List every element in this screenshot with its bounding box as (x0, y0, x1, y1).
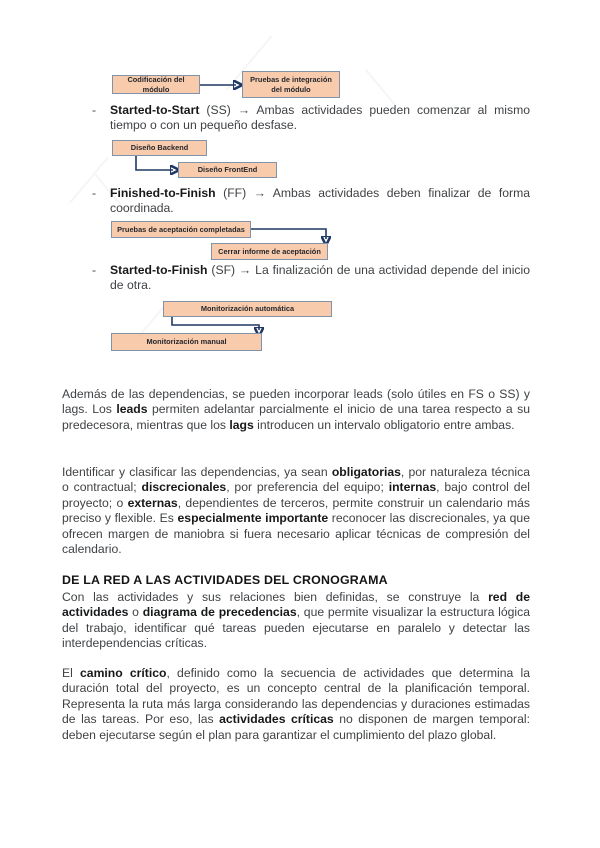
bullet-marker: - (92, 103, 97, 117)
diagram-box-monitorizacion-manual: Monitorización manual (111, 333, 262, 351)
connector-elbow-arrow (251, 222, 331, 244)
bullet-started-to-finish: Started-to-Finish (SF) → La finalización de una actividad depende del inicio de otra. (110, 263, 530, 293)
paragraph-leads-lags: Además de las dependencias, se pueden incorporar leads (solo útiles en FS o SS) y lags. Los leads permiten adelantar parcialmente el inicio de una tarea respecto a su predecesora, mientras que los lags introducen un intervalo obligatorio entre ambas. (62, 387, 530, 432)
diagram-box-codificacion-modulo: Codificación del módulo (112, 75, 200, 94)
diagram-box-diseno-backend: Diseño Backend (112, 140, 207, 156)
bullet-marker: - (92, 186, 97, 200)
diagram-box-cerrar-informe: Cerrar informe de aceptación (211, 243, 328, 260)
diagram-box-diseno-frontend: Diseño FrontEnd (178, 162, 277, 178)
diagram-box-pruebas-integracion: Pruebas de integración del módulo (242, 71, 340, 98)
paragraph-red-actividades: Con las actividades y sus relaciones bien definidas, se construye la red de actividades o diagrama de precedencias, que permite visualizar la estructura lógica del trabajo, identificar qué tareas pueden ejecutarse en paralelo y detectar las interdependencias críticas. (62, 590, 530, 651)
watermark-slash (69, 156, 109, 203)
section-heading: DE LA RED A LAS ACTIVIDADES DEL CRONOGRAMA (62, 573, 388, 587)
connector-arrow-right (199, 79, 243, 91)
diagram-box-monitorizacion-automatica: Monitorización automática (163, 301, 332, 317)
connector-elbow-arrow (130, 156, 180, 176)
bullet-finished-to-finish: Finished-to-Finish (FF) → Ambas actividades deben finalizar de forma coordinada. (110, 186, 530, 216)
bullet-marker: - (92, 263, 97, 277)
paragraph-clasificar-dependencias: Identificar y clasificar las dependencias, ya sean obligatorias, por naturaleza técnica o contractual; discrecionales, por preferencia del equipo; internas, bajo control del proyecto; o externas, dependientes de terceros, permite construir un calendario más preciso y flexible. Es especialmente importante reconocer las discrecionales, ya que ofrecen margen de maniobra si fuera necesario aplicar técnicas de compresión del calendario. (62, 465, 530, 557)
paragraph-camino-critico: El camino crítico, definido como la secuencia de actividades que determina la duración total del proyecto, es un concepto central de la planificación temporal. Representa la ruta más larga considerando las dependencias y duraciones estimadas de las tareas. Por eso, las actividades críticas no disponen de margen temporal: deben ejecutarse según el plan para garantizar el cumplimiento del plazo global. (62, 666, 530, 742)
bullet-started-to-start: Started-to-Start (SS) → Ambas actividades pueden comenzar al mismo tiempo o con un pequeño desfase. (110, 103, 530, 133)
watermark-slash (365, 69, 397, 107)
diagram-box-pruebas-aceptacion: Pruebas de aceptación completadas (111, 221, 251, 238)
